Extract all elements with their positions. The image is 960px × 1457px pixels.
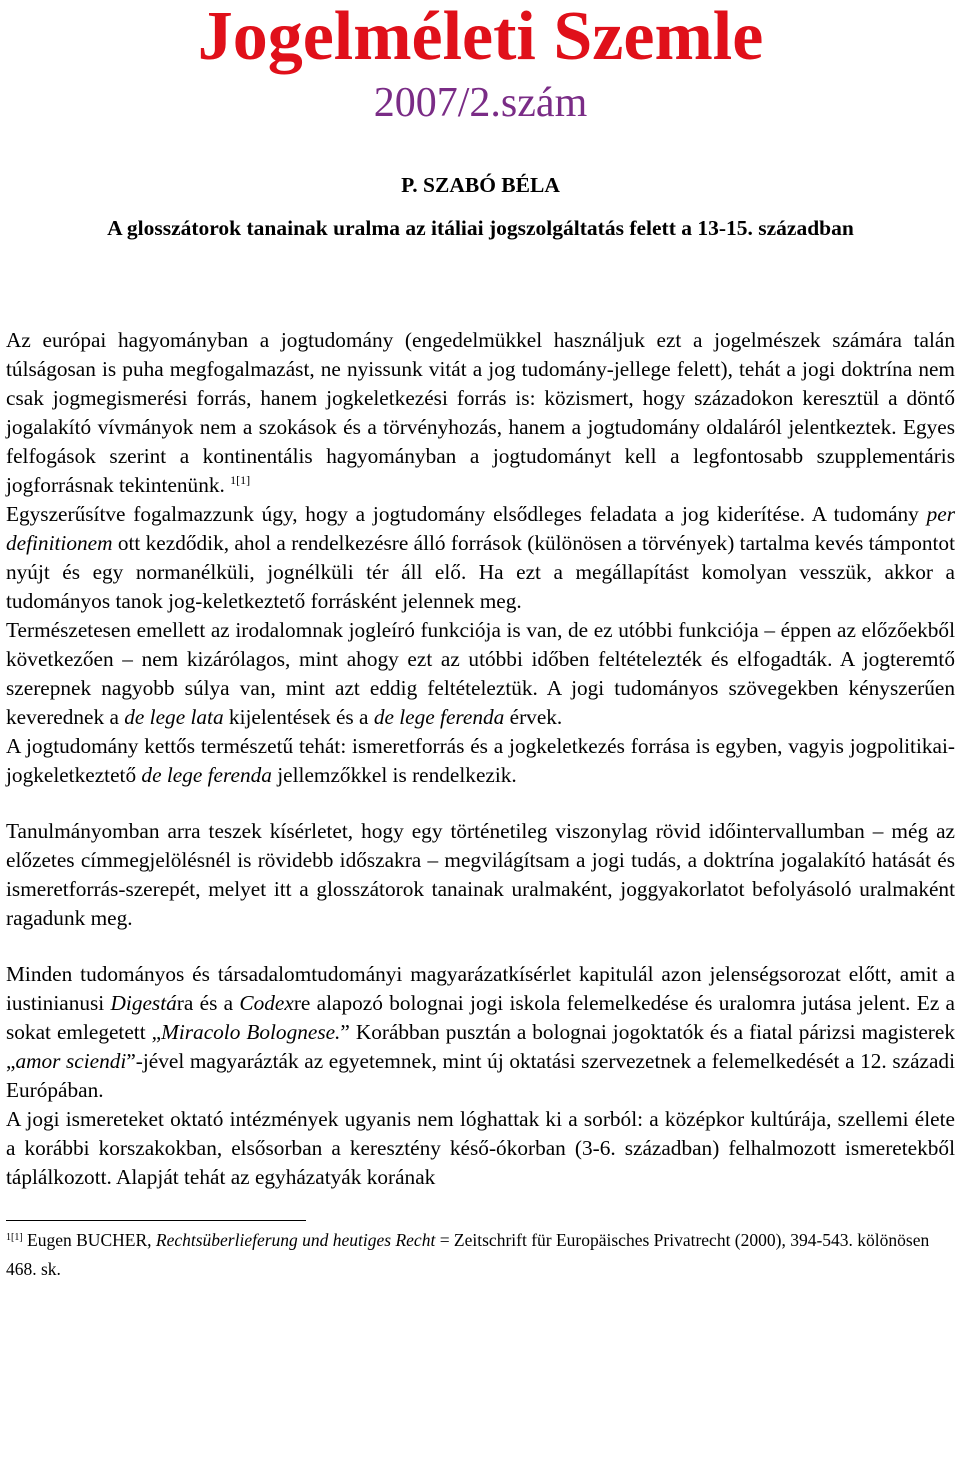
paragraph-1: Az európai hagyományban a jogtudomány (engedelmükkel használjuk ezt a jogelmészek számára talán túlságosan is puha megfogalmazást, ne nyissunk vitát a jog tudomány-jellege felett), tehát a jogi doktrína nem csak jogmegismerési forrás, hanem jogkeletkezési forrás is: közismert, hogy századokon keresztül a döntő jogalakító vívmányok nem a szokások és a törvényhozás, hanem a jogtudomány oldaláról jelentkeztek. Egyes felfogások szerint a kontinentális hagyományban a jogtudományt kell a legfontosabb szupplementáris jogforrásnak tekintenünk. $^{1[1]}$ xyxy=(6,328,955,497)
paragraph-7: A jogi ismereteket oktató intézmények ugyanis nem lóghattak ki a sorból: a középkor kultúrája, szellemi élete a korábbi korszakokban, elsősorban a keresztény késő-ókorban (3-6. században) felhalmozott ismeretekből táplálkozott. Alapját tehát az egyházatyák korának xyxy=(6,1107,955,1189)
article-title: A glosszátorok tanainak uralma az itáliai jogszolgáltatás felett a 13-15. században xyxy=(107,216,854,240)
article-body xyxy=(6,326,955,1192)
issue-number: 2007/2.szám xyxy=(373,80,588,126)
footnote-reference[interactable]: 1[1] xyxy=(230,473,251,487)
document-page xyxy=(6,0,955,1284)
paragraph-3: Természetesen emellett az irodalomnak jogleíró funkciója is van, de ez utóbbi funkciója – éppen az előzőekből következően – nem kizárólagos, mint ahogy ezt az utóbbi időben feltételezték és elfogadták. A jogteremtő szerepnek nagyobb súlya van, mint azt eddig feltételeztük. A jogi tudományos szövegekben kényszerűen keverednek a de lege lata kijelentések és a de lege ferenda érvek. xyxy=(6,618,955,729)
paragraph-2: Egyszerűsítve fogalmazzunk úgy, hogy a jogtudomány elsődleges feladata a jog kiderítése. A tudomány per definitionem ott kezdődik, ahol a rendelkezésre álló források (különösen a törvények) tartalma kevés támpontot nyújt és egy normanélküli, jognélküli tér áll elő. Ha ezt a megállapítást komolyan vesszük, akkor a tudományos tanok jog-keletkeztető forrásként jelennek meg. xyxy=(6,502,955,613)
footnote-mark: 1[1] xyxy=(6,1232,23,1243)
paragraph-5: Tanulmányomban arra teszek kísérletet, hogy egy történetileg viszonylag rövid időintervallumban – még az előzetes címmegjelölésnél is rövidebb időszakra – megvilágítsam a jogi tudás, a doktrína jogalakító hatását és ismeretforrás-szerepét, melyet itt a glosszátorok tanainak uralmaként, joggyakorlatot befolyásoló uralmaként ragadunk meg. xyxy=(6,819,955,930)
article-author: P. SZABÓ BÉLA xyxy=(401,173,560,197)
paragraph-4: A jogtudomány kettős természetű tehát: ismeretforrás és a jogkeletkezés forrása is egyben, vagyis jogpolitikai-jogkeletkeztető de lege ferenda jellemzőkkel is rendelkezik. xyxy=(6,734,955,787)
paragraph-6: Minden tudományos és társadalomtudományi magyarázatkísérlet kapitulál azon jelenségsorozat előtt, amit a iustinianusi Digestára és a Codexre alapozó bolognai jogi iskola felemelkedése és uralomra jutása jelent. Ez a sokat emlegetett „Miracolo Bolognese.” Korábban pusztán a bolognai jogoktatók és a fiatal párizsi magisterek „amor sciendi”-jével magyarázták az egyetemnek, mint új oktatási szervezetnek a felemelkedését a 12. századi Európában. xyxy=(6,962,956,1102)
footnote: $^{1[1]}$ Eugen BUCHER, Rechtsüberlieferung und heutiges Recht = Zeitschrift für Europäisches Privatrecht (2000), 394-543. kölönösen 468. sk. xyxy=(6,1230,930,1279)
footnote-separator xyxy=(6,1220,306,1221)
journal-title: Jogelméleti Szemle xyxy=(197,0,764,75)
